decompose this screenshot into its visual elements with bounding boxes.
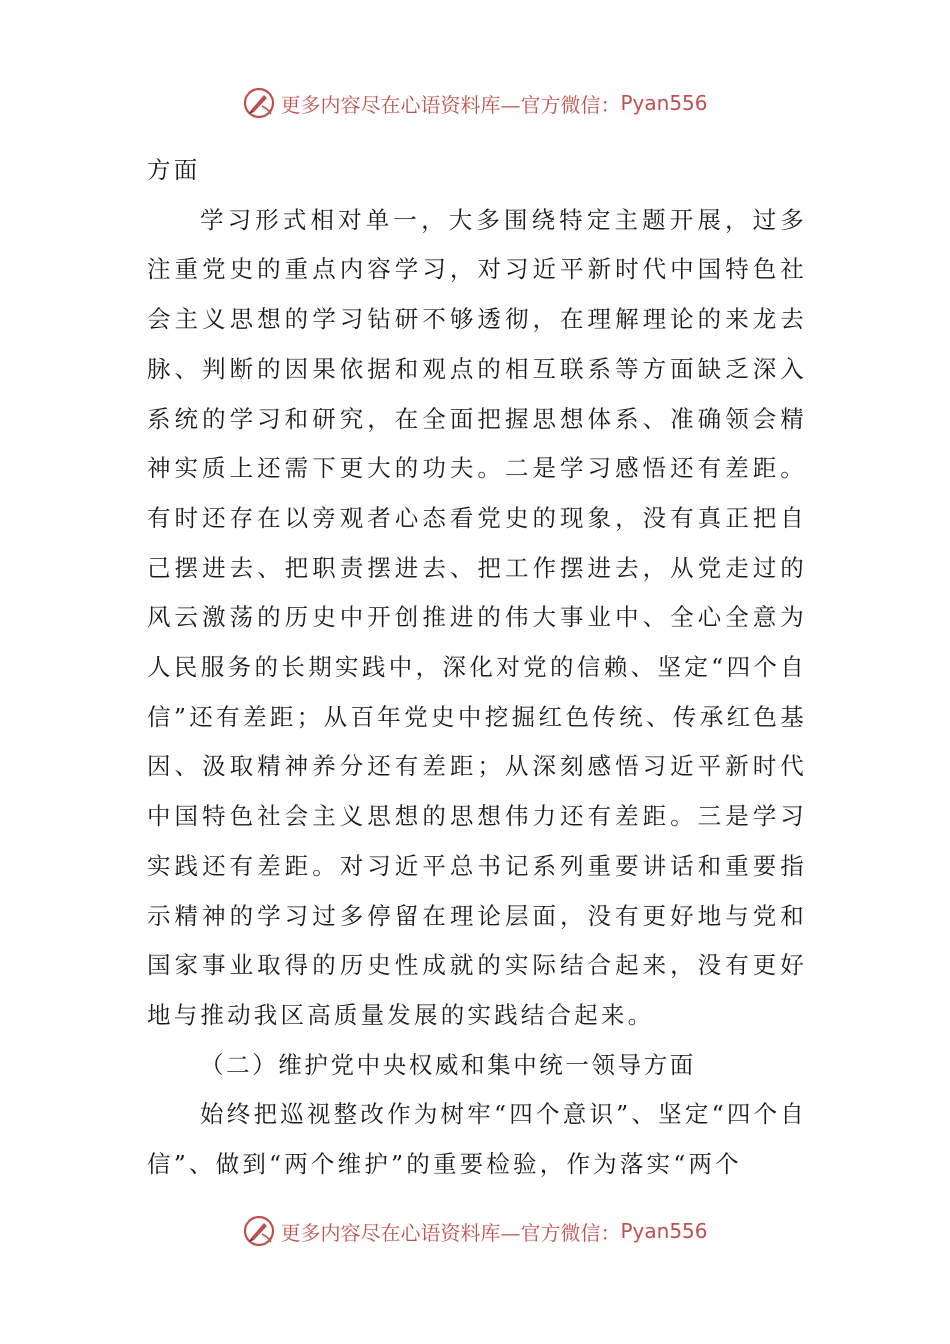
watermark-wechat-id: Pyan556 [620,91,708,115]
document-body [147,146,807,1190]
body-paragraph: 学习形式相对单一，大多围绕特定主题开展，过多注重党史的重点内容学习，对习近平新时代中国特色社会主义思想的学习钻研不够透彻，在理解理论的来龙去脉、判断的因果依据和观点的相互联系等方面缺乏深入系统的学习和研究，在全面把握思想体系、准确领会精神实质上还需下更大的功夫。二是学习感悟还有差距。有时还存在以旁观者心态看党史的现象，没有真正把自己摆进去、把职责摆进去、把工作摆进去，从党走过的风云激荡的历史中开创推进的伟大事业中、全心全意为人民服务的长期实践中，深化对党的信赖、坚定“四个自信”还有差距；从百年党史中挖掘红色传统、传承红色基因、汲取精神养分还有差距；从深刻感悟习近平新时代中国特色社会主义思想的思想伟力还有差距。三是学习实践还有差距。对习近平总书记系列重要讲话和重要指示精神的学习过多停留在理论层面，没有更好地与党和国家事业取得的历史性成就的实际结合起来，没有更好地与推动我区高质量发展的实践结合起来。 [147,205,807,1029]
watermark-text: 更多内容尽在心语资料库—官方微信： [280,92,621,117]
body-paragraph: 始终把巡视整改作为树牢“四个意识”、坚定“四个自信”、做到“两个维护”的重要检验，作为落实“两个 [147,1100,807,1179]
watermark-wechat-id: Pyan556 [620,1219,708,1243]
footer-watermark [0,1211,950,1251]
pen-logo-icon [242,86,276,120]
header-watermark [0,83,950,123]
watermark-text: 更多内容尽在心语资料库—官方微信： [280,1220,621,1245]
continued-heading-fragment: 方面 [147,156,201,184]
section-heading: （二）维护党中央权威和集中统一领导方面 [200,1050,696,1079]
pen-logo-icon [242,1214,276,1248]
